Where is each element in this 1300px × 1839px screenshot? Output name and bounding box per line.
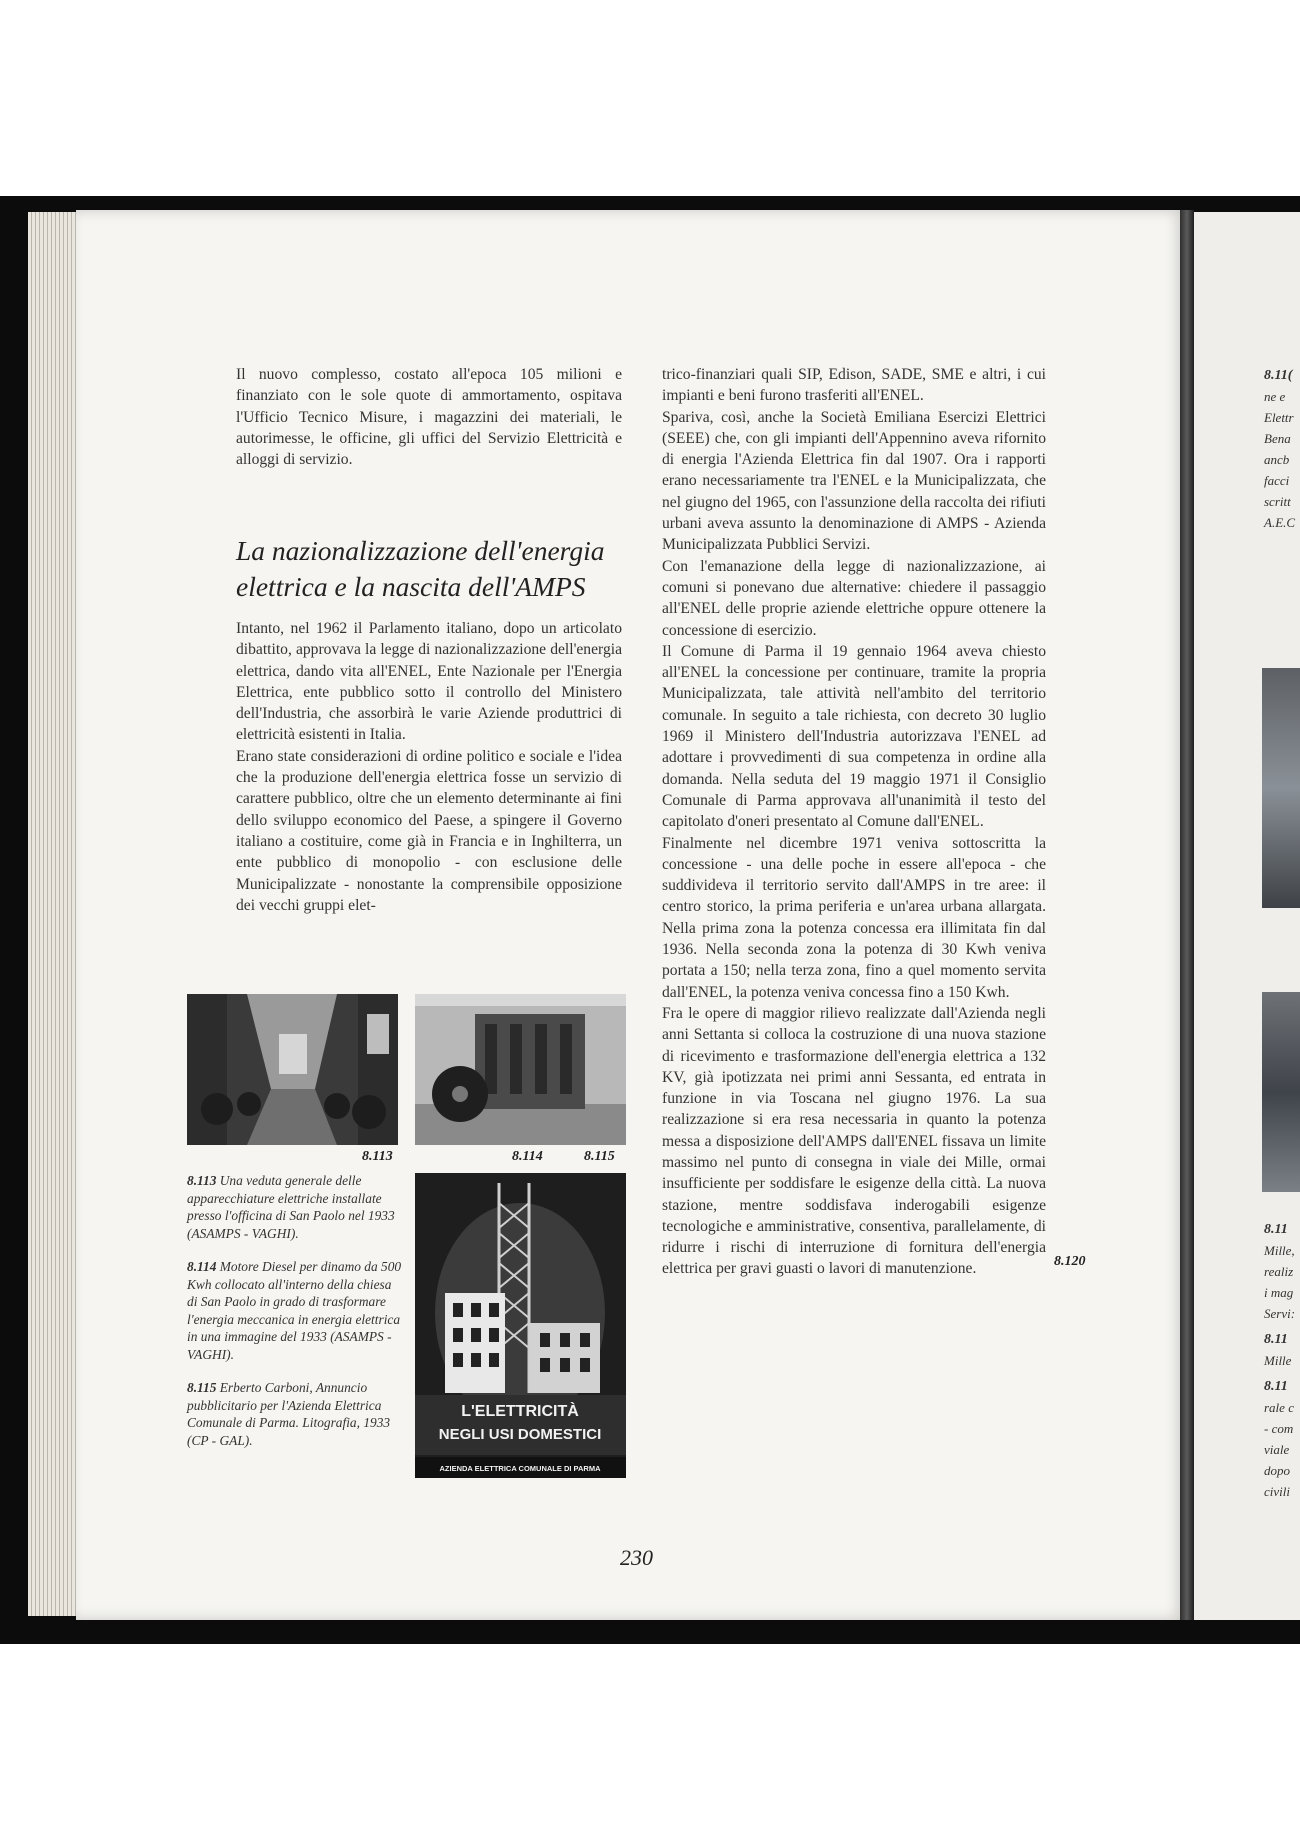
- next-page-text: Mille,: [1264, 1243, 1295, 1258]
- next-page-text: viale: [1264, 1442, 1290, 1457]
- section-heading: La nazionalizzazione dell'energia elettrica e la nascita dell'AMPS: [236, 535, 605, 602]
- page-number: 230: [620, 1545, 653, 1570]
- next-page-text: ancb: [1264, 452, 1290, 467]
- body-paragraph: Spariva, così, anche la Società Emiliana Esercizi Elettrici (SEEE) che, con gli impianti dell'Appennino aveva rifornito di energia l'Azienda Elettrica fin dal 1907. Ora i rapporti erano necessariamente tra l'ENEL e la Municipalizzata, che nel giugno del 1965, con l'assunzione della raccolta dei rifiuti urbani aveva assunto la denominazione di AMPS - Azienda Municipalizzata Pubblici Servizi.: [662, 408, 1046, 554]
- body-paragraph: Con l'emanazione della legge di nazionalizzazione, ai comuni si ponevano due alternative: chiedere il passaggio all'ENEL delle proprie aziende elettriche oppure ottenere la concessione di esercizio.: [662, 557, 1046, 639]
- book-spine: [1180, 210, 1194, 1620]
- figure-label: 8.113: [362, 1149, 393, 1164]
- caption-text: Erberto Carboni, Annuncio pubblicitario per l'Azienda Elettrica Comunale di Parma. Litografia, 1933 (CP - GAL).: [187, 1380, 391, 1448]
- figure-label: 8.115: [584, 1149, 615, 1164]
- caption-text: Una veduta generale delle apparecchiature elettriche installate presso l'officina di San Paolo nel 1933 (ASAMPS - VAGHI).: [187, 1173, 395, 1241]
- next-page-text: - com: [1264, 1421, 1294, 1436]
- next-page-text: scritt: [1264, 494, 1291, 509]
- caption-number: 8.115: [187, 1380, 217, 1395]
- page-edges: [28, 212, 80, 1616]
- next-page-text: realiz: [1264, 1264, 1294, 1279]
- next-page-text: Bena: [1264, 431, 1291, 446]
- left-column-intro: [236, 364, 622, 470]
- caption-text: Motore Diesel per dinamo da 500 Kwh collocato all'interno della chiesa di San Paolo in grado di trasformare l'energia meccanica in energia elettrica in una immagine del 1933 (ASAMPS - VAGHI).: [187, 1259, 402, 1362]
- left-column-body: [236, 618, 622, 916]
- next-page-text: 8.11(: [1264, 368, 1293, 383]
- body-paragraph: Il Comune di Parma il 19 gennaio 1964 aveva chiesto all'ENEL la concessione per continuare, tramite la propria Municipalizzata, tale attività nell'ambito del territorio comunale. In seguito a tale richiesta, con decreto 30 luglio 1969 il Ministero dell'Industria autorizzava l'ENEL ad adottare i provvedimenti di sua competenza in ordine alla domanda. Nella seduta del 19 maggio 1971 il Consiglio Comunale di Parma approvava all'unanimità il testo del capitolato d'oneri presentato al Comune dall'ENEL.: [662, 642, 1046, 831]
- body-paragraph: Intanto, nel 1962 il Parlamento italiano, dopo un articolato dibattito, approvava la legge di nazionalizzazione dell'energia elettrica, dando vita all'ENEL, Ente Nazionale per l'Energia Elettrica, ente pubblico sotto il controllo del Ministero dell'Industria, che assorbirà le varie Aziende produttrici di elettricità esistenti in Italia.: [236, 620, 622, 744]
- next-page-text: A.E.C: [1264, 515, 1296, 530]
- body-paragraph: trico-finanziari quali SIP, Edison, SADE, SME e altri, i cui impianti e beni furono trasferiti all'ENEL.: [662, 366, 1046, 405]
- photo-power-station-hall: [187, 994, 398, 1145]
- caption-number: 8.113: [187, 1173, 217, 1188]
- next-page-text: rale c: [1264, 1400, 1294, 1415]
- next-page-text: i mag: [1264, 1285, 1294, 1300]
- poster-footer: AZIENDA ELETTRICA COMUNALE DI PARMA: [439, 1464, 601, 1473]
- right-column-body: [662, 364, 1046, 1280]
- caption-number: 8.114: [187, 1259, 217, 1274]
- next-page-text: ne e: [1264, 389, 1286, 404]
- next-page-fragment: [1194, 212, 1300, 1620]
- next-page-text: 8.11: [1264, 1222, 1288, 1237]
- caption-8-115: [187, 1379, 402, 1449]
- next-page-text: 8.11: [1264, 1379, 1288, 1394]
- caption-8-113: [187, 1172, 402, 1242]
- poster-illustration: [415, 1173, 626, 1478]
- poster-subtitle: NEGLI USI DOMESTICI: [438, 1426, 602, 1443]
- next-page-text: Elettr: [1264, 410, 1294, 425]
- next-page-photo: [1262, 668, 1300, 908]
- photo-diesel-motor: [415, 994, 626, 1145]
- next-page-text: dopo: [1264, 1463, 1290, 1478]
- margin-figure-reference: 8.120: [1054, 1254, 1086, 1269]
- next-page-text: facci: [1264, 473, 1290, 488]
- body-paragraph: Erano state considerazioni di ordine politico e sociale e l'idea che la produzione dell'energia elettrica fosse un servizio di carattere pubblico, oltre che un elemento determinante ai fini dello sviluppo economico del Paese, a spingere il Governo italiano a costituire, come già in Francia e in Inghilterra, un ente pubblico di monopolio - con esclusione delle Municipalizzate - nonostante la comprensibile opposizione dei vecchi gruppi elet-: [236, 747, 622, 914]
- body-paragraph: Finalmente nel dicembre 1971 veniva sottoscritta la concessione - una delle poche in essere all'epoca - che suddivideva il territorio servito dall'AMPS in tre aree: il centro storico, la prima periferia e un'area urbana allargata. Nella prima zona la potenza concessa era illimitata fin dal 1936. Nella seconda zona la potenza di 30 Kwh veniva portata a 150; nella terza zona, fino a quel momento servita dall'ENEL, la potenza veniva concessa fino a 150 Kwh.: [662, 834, 1046, 1001]
- poster-electricity-domestic-use: [415, 1173, 626, 1478]
- photo-illustration: [187, 994, 398, 1145]
- photo-illustration: [415, 994, 626, 1145]
- figure-label: 8.114: [512, 1149, 543, 1164]
- next-page-text: civili: [1264, 1484, 1290, 1499]
- poster-title: L'ELETTRICITÀ: [461, 1403, 579, 1420]
- next-page-text: Mille: [1264, 1353, 1292, 1368]
- next-page-photo: [1262, 992, 1300, 1192]
- next-page-text: 8.11: [1264, 1332, 1288, 1347]
- next-page-text: Servi:: [1264, 1306, 1296, 1321]
- caption-8-114: [187, 1258, 402, 1363]
- figure-captions: [187, 1172, 402, 1465]
- body-paragraph: Fra le opere di maggior rilievo realizzate dall'Azienda negli anni Settanta si colloca la costruzione di una nuova stazione di ricevimento e trasformazione dell'energia elettrica a 132 KV, già ipotizzata nei primi anni Sessanta, ed entrata in funzione in via Toscana nel giugno 1976. La sua realizzazione si era resa necessaria in quanto la potenza messa a disposizione dell'AMPS dall'ENEL fissava un limite massimo nel punto di consegna in viale dei Mille, ormai insufficiente per soddisfare le esigenze della città. La nuova stazione, mentre soddisfava inderogabili esigenze tecnologiche e amministrative, consentiva, parallelamente, di ridurre i rischi di interruzione di fornitura dell'energia elettrica per gravi guasti o lavori di manutenzione.: [662, 1004, 1046, 1278]
- body-paragraph: Il nuovo complesso, costato all'epoca 105 milioni e finanziato con le sole quote di ammortamento, ospitava l'Ufficio Tecnico Misure, i magazzini dei materiali, le autorimesse, le officine, gli uffici del Servizio Elettricità e alloggi di servizio.: [236, 366, 622, 469]
